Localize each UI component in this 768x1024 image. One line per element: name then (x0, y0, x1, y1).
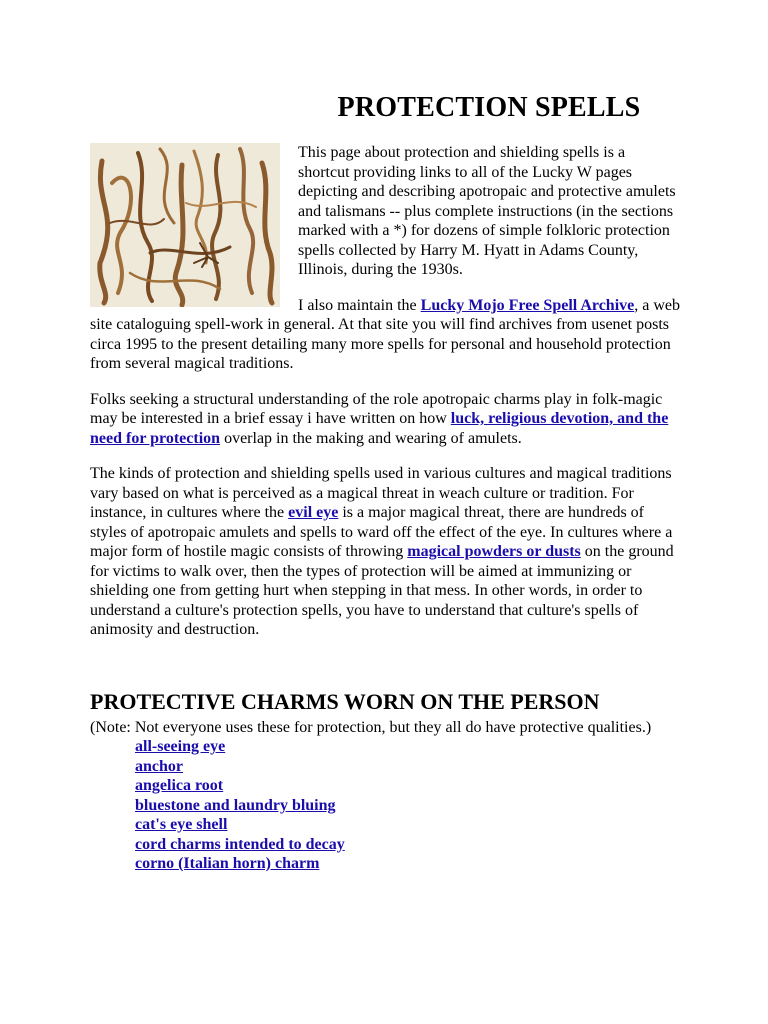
section-heading: PROTECTIVE CHARMS WORN ON THE PERSON (90, 688, 600, 714)
kinds-text-3: on the ground for victims to walk over, then the types of protection will be aimed at immunizing or shielding one from getting hurt when stepping in that mess. In other words, in order to understand a culture's protection spells, you have to understand that culture's spells of animosity and destruction. (90, 543, 674, 638)
list-item (135, 815, 680, 835)
roots-photo (90, 143, 280, 307)
list-item (135, 757, 680, 777)
list-item (135, 776, 680, 796)
charm-link-anchor[interactable]: anchor (135, 757, 183, 775)
charm-link-corno[interactable]: corno (Italian horn) charm (135, 855, 320, 872)
structural-text-before: Folks seeking a structural understanding of the role apotropaic charms play in folk-magic may be interested in a brief essay i have written on how (90, 390, 663, 427)
structural-text-after: overlap in the making and wearing of amulets. (220, 429, 522, 447)
list-item (135, 854, 680, 874)
spell-archive-text-after: , a web site cataloguing spell-work in general. At that site you will find archives from usenet posts circa 1995 to the present detailing many more spells for personal and household protection from several magical traditions. (90, 296, 681, 372)
page-title: PROTECTION SPELLS (337, 92, 641, 123)
charm-link-cord-charms[interactable]: cord charms intended to decay (135, 835, 345, 853)
charm-link-all-seeing-eye[interactable]: all-seeing eye (135, 738, 226, 755)
evil-eye-link[interactable]: evil eye (288, 504, 339, 521)
luck-devotion-link[interactable]: luck, religious devotion, and the need for protection (90, 410, 669, 447)
section-note: (Note: Not everyone uses these for protection, but they all do have protective qualities.) (90, 718, 652, 736)
spell-archive-text-before: I also maintain the (298, 296, 421, 314)
structural-paragraph (90, 390, 680, 449)
main-content (90, 143, 680, 874)
list-item (135, 835, 680, 855)
charm-list (90, 737, 680, 874)
charm-link-angelica-root[interactable]: angelica root (135, 777, 224, 794)
list-item (135, 737, 680, 757)
spell-archive-paragraph (90, 296, 680, 374)
kinds-text-1: The kinds of protection and shielding spells used in various cultures and magical traditions vary based on what is perceived as a magical threat in weach culture or tradition. For instance, in cultures where the (90, 465, 672, 521)
kinds-text-2: is a major magical threat, there are hundreds of styles of apotropaic amulets and spells to ward off the effect of the eye. In cultures where a major form of hostile magic consists of throwing (90, 504, 673, 560)
magical-powders-link[interactable]: magical powders or dusts (407, 543, 581, 560)
intro-paragraph: This page about protection and shielding spells is a shortcut providing links to all of the Lucky W pages depicting and describing apotropaic and protective amulets and talismans -- plus complete instructions (in the sections marked with a *) for dozens of simple folkloric protection spells collected by Harry M. Hyatt in Adams County, Illinois, during the 1930s. (298, 144, 676, 278)
charm-link-bluestone[interactable]: bluestone and laundry bluing (135, 796, 336, 814)
roots-image (90, 143, 280, 307)
charm-link-cats-eye-shell[interactable]: cat's eye shell (135, 816, 228, 833)
list-item (135, 796, 680, 816)
protection-kinds-paragraph (90, 464, 680, 640)
spell-archive-link[interactable]: Lucky Mojo Free Spell Archive (420, 296, 635, 314)
